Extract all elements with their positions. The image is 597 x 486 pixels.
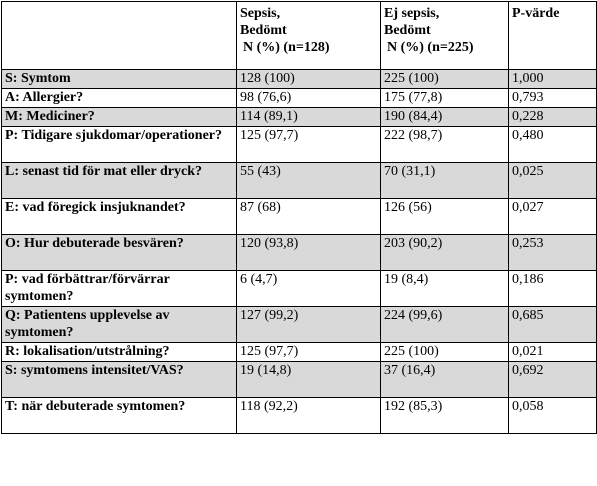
row-ej-sepsis-value: 222 (98,7) [381,127,509,163]
header-empty-cell [2,2,237,70]
row-label: L: senast tid för mat eller dryck? [2,163,237,199]
table-row [2,235,597,271]
row-ej-sepsis-value: 225 (100) [381,343,509,362]
row-label: M: Mediciner? [2,108,237,127]
row-ej-sepsis-value: 190 (84,4) [381,108,509,127]
row-sepsis-value: 128 (100) [237,70,381,89]
row-label: P: Tidigare sjukdomar/operationer? [2,127,237,163]
header-sepsis-line1: Sepsis, [240,6,281,21]
table-header-row [2,2,597,70]
row-sepsis-value: 114 (89,1) [237,108,381,127]
table-row [2,70,597,89]
row-ej-sepsis-value: 19 (8,4) [381,271,509,307]
header-ej-sepsis [381,2,509,70]
table-row [2,343,597,362]
row-sepsis-value: 19 (14,8) [237,362,381,398]
row-sepsis-value: 127 (99,2) [237,307,381,343]
table-row [2,362,597,398]
row-p-value: 0,058 [509,398,597,434]
row-p-value: 0,793 [509,89,597,108]
row-p-value: 0,253 [509,235,597,271]
header-ej-sepsis-line2: Bedömt [384,23,431,38]
row-label: P: vad förbättrar/förvärrar symtomen? [2,271,237,307]
table-row [2,398,597,434]
table-row [2,163,597,199]
row-sepsis-value: 6 (4,7) [237,271,381,307]
row-ej-sepsis-value: 224 (99,6) [381,307,509,343]
row-p-value: 0,692 [509,362,597,398]
row-sepsis-value: 98 (76,6) [237,89,381,108]
row-p-value: 1,000 [509,70,597,89]
table-row [2,307,597,343]
row-ej-sepsis-value: 225 (100) [381,70,509,89]
header-p-value: P-värde [509,2,597,70]
row-p-value: 0,186 [509,271,597,307]
row-label: S: symtomens intensitet/VAS? [2,362,237,398]
row-ej-sepsis-value: 70 (31,1) [381,163,509,199]
table-body [2,2,597,434]
row-ej-sepsis-value: 37 (16,4) [381,362,509,398]
table-row [2,108,597,127]
row-label: A: Allergier? [2,89,237,108]
row-p-value: 0,480 [509,127,597,163]
row-ej-sepsis-value: 175 (77,8) [381,89,509,108]
table-row [2,199,597,235]
header-sepsis [237,2,381,70]
header-sepsis-line3: N (%) (n=128) [243,40,330,55]
row-sepsis-value: 55 (43) [237,163,381,199]
row-sepsis-value: 87 (68) [237,199,381,235]
row-label: Q: Patientens upplevelse av symtomen? [2,307,237,343]
row-p-value: 0,228 [509,108,597,127]
row-label: R: lokalisation/utstrålning? [2,343,237,362]
row-p-value: 0,027 [509,199,597,235]
row-sepsis-value: 118 (92,2) [237,398,381,434]
row-p-value: 0,025 [509,163,597,199]
row-ej-sepsis-value: 192 (85,3) [381,398,509,434]
row-ej-sepsis-value: 203 (90,2) [381,235,509,271]
header-sepsis-line2: Bedömt [240,23,287,38]
row-sepsis-value: 120 (93,8) [237,235,381,271]
header-ej-sepsis-line1: Ej sepsis, [384,6,440,21]
row-p-value: 0,685 [509,307,597,343]
table-row [2,89,597,108]
row-ej-sepsis-value: 126 (56) [381,199,509,235]
table-row [2,127,597,163]
row-sepsis-value: 125 (97,7) [237,127,381,163]
row-label: O: Hur debuterade besvären? [2,235,237,271]
header-ej-sepsis-line3: N (%) (n=225) [387,40,474,55]
row-sepsis-value: 125 (97,7) [237,343,381,362]
row-label: T: när debuterade symtomen? [2,398,237,434]
row-label: S: Symtom [2,70,237,89]
sepsis-comparison-table [1,1,597,434]
row-p-value: 0,021 [509,343,597,362]
table-row [2,271,597,307]
row-label: E: vad föregick insjuknandet? [2,199,237,235]
